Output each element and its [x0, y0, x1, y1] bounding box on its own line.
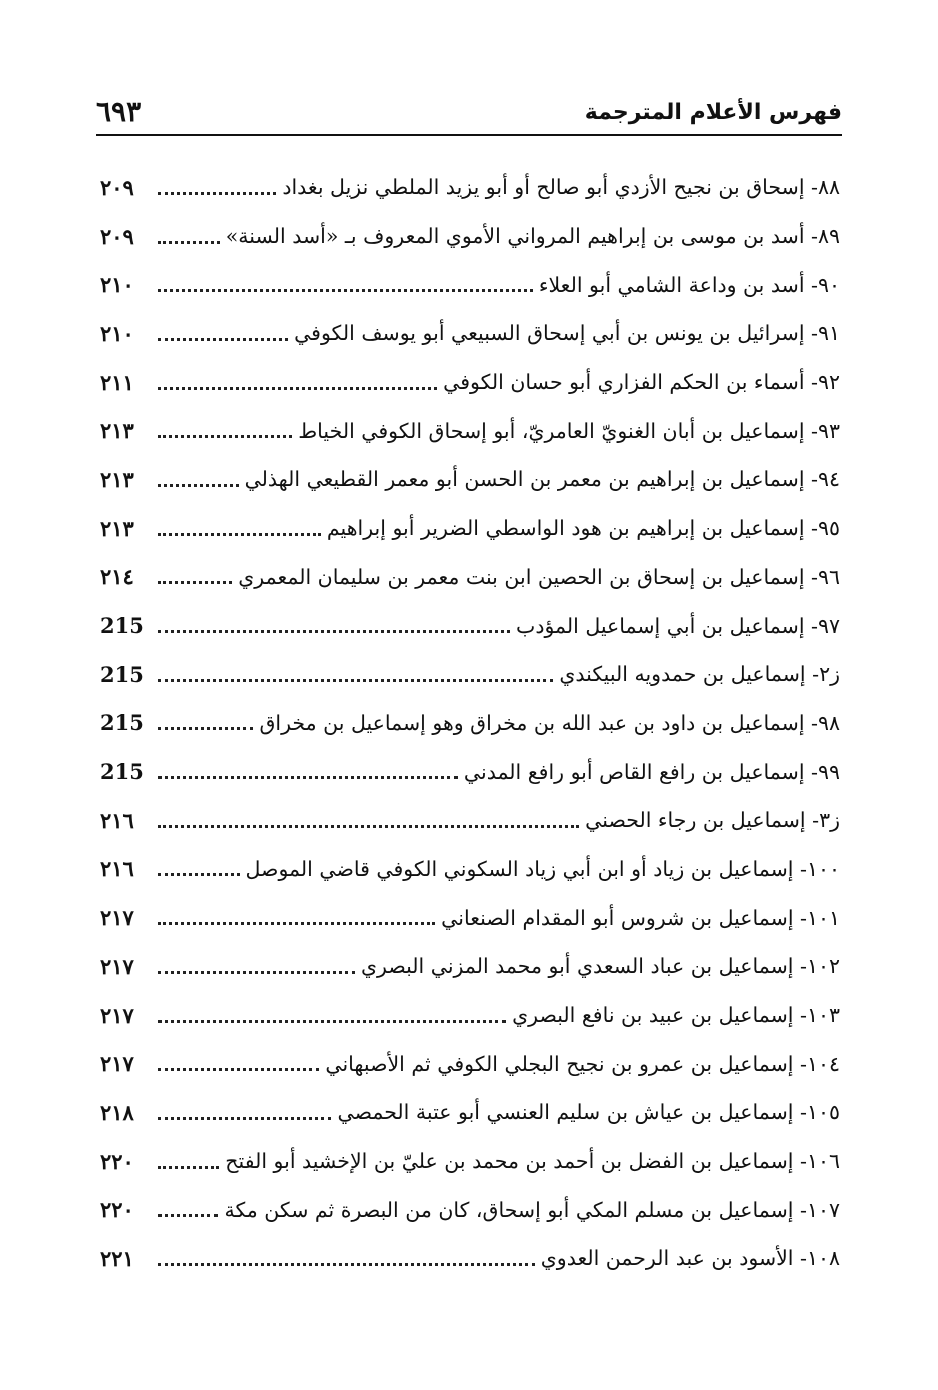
entry-page-number: ٢٠٩ — [100, 223, 134, 249]
index-entry — [100, 1039, 840, 1088]
index-entry — [100, 1137, 840, 1186]
entry-page-number: ٢١٧ — [100, 1051, 134, 1077]
index-entry — [100, 406, 840, 455]
entry-page-number: ٢١٧ — [100, 1002, 134, 1028]
index-entry — [100, 260, 840, 309]
entry-page-number: 215 — [100, 661, 144, 687]
index-entry — [100, 1185, 840, 1234]
entry-text: ٩٨- إسماعيل بن داود بن عبد الله بن مخراق وهو إسماعيل بن مخراق — [259, 710, 840, 735]
index-entry — [100, 1234, 840, 1283]
entry-text: ٩٢- أسماء بن الحكم الفزاري أبو حسان الكوفي — [443, 370, 840, 395]
dot-leader — [158, 484, 239, 487]
index-entry — [100, 747, 840, 796]
dot-leader — [158, 533, 321, 536]
entry-text: ٩٩- إسماعيل بن رافع القاص أبو رافع المدني — [463, 759, 840, 784]
entry-page-number: ٢٢٠ — [100, 1148, 134, 1174]
index-entry — [100, 553, 840, 602]
index-entry — [100, 1088, 840, 1137]
entry-text: ٩٦- إسماعيل بن إسحاق بن الحصين ابن بنت معمر بن سليمان المعمري — [238, 564, 840, 589]
dot-leader — [158, 825, 579, 828]
entry-text: ز٣- إسماعيل بن رجاء الحصني — [585, 808, 840, 833]
dot-leader — [158, 435, 292, 438]
entry-page-number: ٢١٦ — [100, 807, 134, 833]
entry-page-number: ٢١٣ — [100, 515, 134, 541]
index-entry — [100, 893, 840, 942]
header-rule — [96, 134, 842, 136]
entry-page-number: ٢١٦ — [100, 856, 134, 882]
entry-text: ١٠٤- إسماعيل بن عمرو بن نجيح البجلي الكوفي ثم الأصبهاني — [325, 1051, 840, 1076]
entry-page-number: ٢١١ — [100, 369, 134, 395]
dot-leader — [158, 776, 458, 779]
dot-leader — [158, 581, 232, 584]
entry-page-number: ٢١٨ — [100, 1099, 134, 1125]
dot-leader — [158, 971, 355, 974]
dot-leader — [158, 1117, 331, 1120]
entry-text: ٨٨- إسحاق بن نجيح الأزدي أبو صالح أو أبو يزيد الملطي نزيل بغداد — [282, 175, 840, 200]
dot-leader — [158, 679, 553, 682]
index-entry — [100, 845, 840, 894]
entry-page-number: ٢٢٠ — [100, 1197, 134, 1223]
entry-page-number: ٢١٠ — [100, 320, 134, 346]
index-entry — [100, 358, 840, 407]
index-entry — [100, 504, 840, 553]
entry-page-number: ٢٢١ — [100, 1245, 134, 1271]
index-entries-list — [100, 163, 840, 1283]
dot-leader — [158, 630, 510, 633]
entry-text: ١٠٧- إسماعيل بن مسلم المكي أبو إسحاق، كان من البصرة ثم سكن مكة — [224, 1197, 840, 1222]
index-entry — [100, 309, 840, 358]
entry-text: ١٠٣- إسماعيل بن عبيد بن نافع البصري — [512, 1003, 840, 1028]
entry-page-number: ٢١٧ — [100, 905, 134, 931]
dot-leader — [158, 1214, 218, 1217]
index-entry — [100, 163, 840, 212]
entry-text: ز٢- إسماعيل بن حمدويه البيكندي — [559, 662, 840, 687]
page-header — [96, 88, 842, 128]
entry-page-number: ٢١٠ — [100, 272, 134, 298]
entry-text: ١٠١- إسماعيل بن شروس أبو المقدام الصنعاني — [441, 905, 840, 930]
dot-leader — [158, 1068, 319, 1071]
entry-page-number: ٢١٤ — [100, 564, 134, 590]
dot-leader — [158, 338, 288, 341]
dot-leader — [158, 1020, 506, 1023]
index-entry — [100, 455, 840, 504]
index-entry — [100, 796, 840, 845]
entry-text: ٩٧- إسماعيل بن أبي إسماعيل المؤدب — [516, 613, 840, 638]
dot-leader — [158, 727, 253, 730]
entry-text: ٩٣- إسماعيل بن أبان الغنويّ العامريّ، أبو إسحاق الكوفي الخياط — [298, 418, 840, 443]
index-entry — [100, 212, 840, 261]
index-entry — [100, 991, 840, 1040]
index-entry — [100, 650, 840, 699]
dot-leader — [158, 873, 240, 876]
dot-leader — [158, 1166, 219, 1169]
entry-text: ٩٤- إسماعيل بن إبراهيم بن معمر بن الحسن أبو معمر القطيعي الهذلي — [244, 467, 840, 492]
entry-text: ٩٥- إسماعيل بن إبراهيم بن هود الواسطي الضرير أبو إبراهيم — [326, 516, 840, 541]
dot-leader — [158, 922, 435, 925]
dot-leader — [158, 387, 437, 390]
page-number: ٦٩٣ — [96, 95, 142, 128]
entry-text: ١٠٨- الأسود بن عبد الرحمن العدوي — [540, 1246, 840, 1271]
dot-leader — [158, 241, 220, 244]
entry-text: ١٠٥- إسماعيل بن عياش بن سليم العنسي أبو عتبة الحمصي — [337, 1100, 840, 1125]
dot-leader — [158, 192, 276, 195]
entry-text: ٨٩- أسد بن موسى بن إبراهيم المرواني الأموي المعروف بـ «أسد السنة» — [225, 224, 840, 249]
dot-leader — [158, 1263, 535, 1266]
entry-text: ١٠٠- إسماعيل بن زياد أو ابن أبي زياد السكوني الكوفي قاضي الموصل — [245, 856, 840, 881]
index-entry — [100, 699, 840, 748]
entry-page-number: ٢١٣ — [100, 418, 134, 444]
entry-text: ١٠٦- إسماعيل بن الفضل بن أحمد بن محمد بن عليّ بن الإخشيد أبو الفتح — [225, 1149, 840, 1174]
entry-page-number: 215 — [100, 710, 144, 736]
running-title: فهرس الأعلام المترجمة — [584, 100, 842, 125]
entry-text: ٩١- إسرائيل بن يونس بن أبي إسحاق السبيعي أبو يوسف الكوفي — [294, 321, 840, 346]
entry-page-number: ٢١٧ — [100, 953, 134, 979]
entry-page-number: ٢٠٩ — [100, 174, 134, 200]
entry-page-number: 215 — [100, 759, 144, 785]
index-entry — [100, 601, 840, 650]
entry-text: ٩٠- أسد بن وداعة الشامي أبو العلاء — [538, 272, 840, 297]
entry-page-number: 215 — [100, 613, 144, 639]
index-entry — [100, 942, 840, 991]
entry-page-number: ٢١٣ — [100, 466, 134, 492]
dot-leader — [158, 289, 533, 292]
entry-text: ١٠٢- إسماعيل بن عباد السعدي أبو محمد المزني البصري — [360, 954, 840, 979]
